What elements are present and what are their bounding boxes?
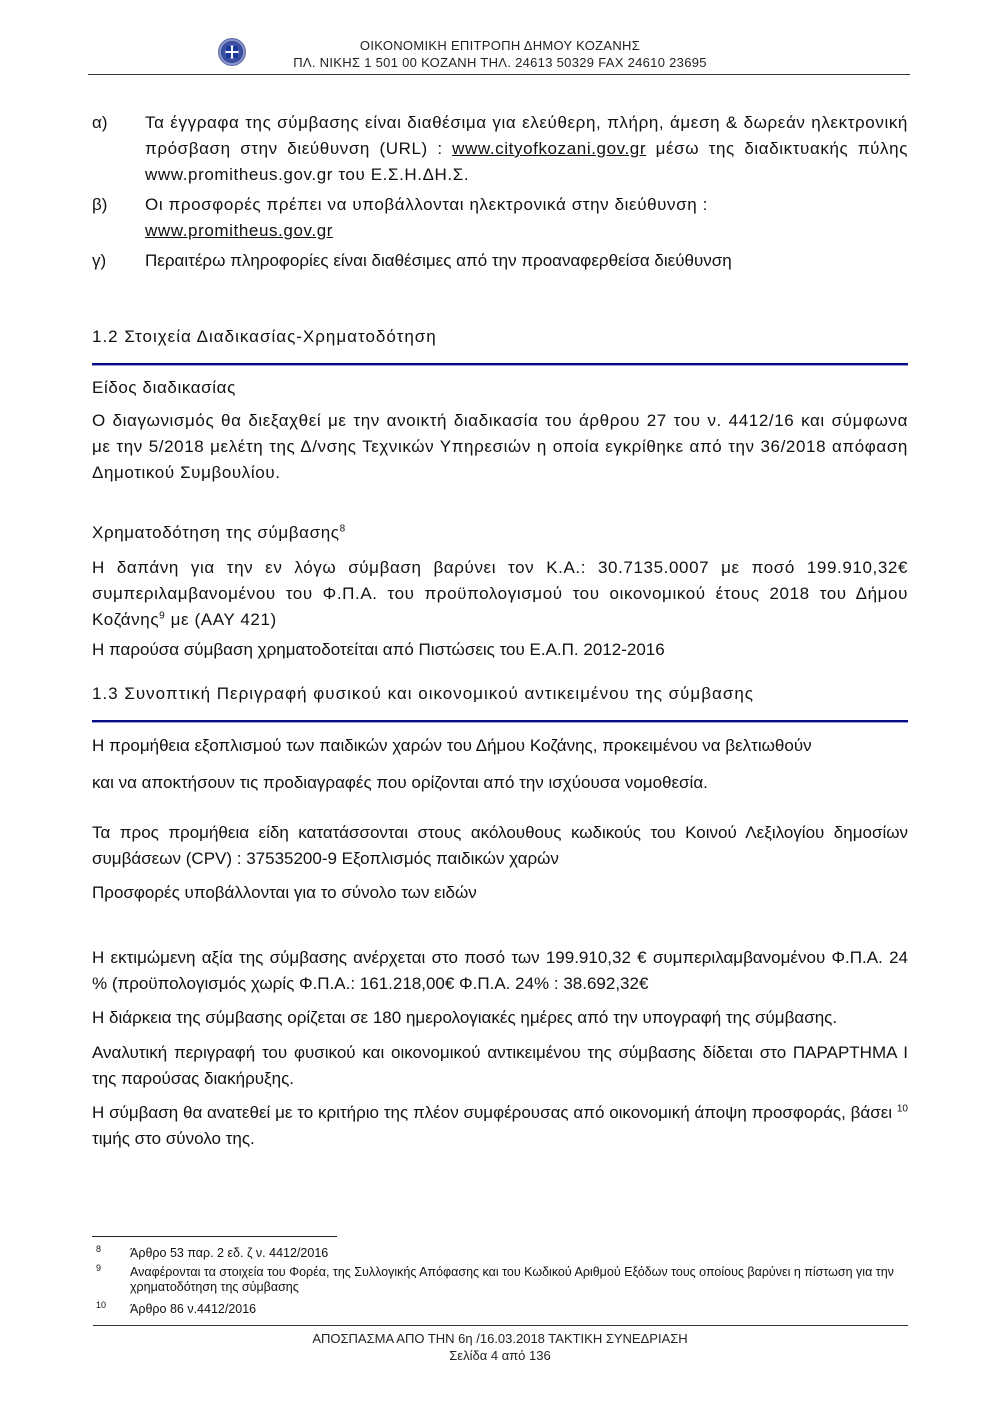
funding-subheading [92,520,908,546]
section-divider [92,720,908,722]
footnote-number: 9 [96,1263,102,1273]
award-text-tail: τιμής στο σύνολο της. [92,1129,255,1148]
section-heading-1-2: 1.2 Στοιχεία Διαδικασίας-Χρηματοδότηση [92,327,437,346]
footnote-9 [92,1265,908,1295]
procurement-line-2: και να αποκτήσουν τις προδιαγραφές που ορίζονται από την ισχύουσα νομοθεσία. [92,773,708,792]
list-text: Τα έγγραφα της σύμβασης είναι διαθέσιμα για ελεύθερη, πλήρη, άμεση & δωρεάν ηλεκτρονική πρόσβαση στην διεύθυνση (URL) : [145,113,908,158]
list-item-alpha [92,110,908,188]
footnote-text: Άρθρο 86 ν.4412/2016 [130,1302,257,1316]
list-item-beta [92,192,908,244]
footnote-ref[interactable]: 9 [159,610,166,622]
cityofkozani-link[interactable]: www.cityofkozani.gov.gr [452,139,647,158]
funding-text: Η δαπάνη για την εν λόγω σύμβαση βαρύνει τον Κ.Α.: 30.7135.0007 με ποσό 199.910,32€ συμπεριλαμβανομένου του Φ.Π.Α. του προϋπολογισμού του οικονομικού έτους 2018 του Δήμου Κοζάνης [92,558,908,629]
promitheus-link[interactable]: www.promitheus.gov.gr [145,221,334,240]
section-heading-1-3: 1.3 Συνοπτική Περιγραφή φυσικού και οικονομικού αντικειμένου της σύμβασης [92,684,754,703]
list-text: Οι προσφορές πρέπει να υποβάλλονται ηλεκτρονικά στην διεύθυνση : [145,195,708,214]
footnote-8 [92,1246,908,1261]
funding-source-paragraph: Η παρούσα σύμβαση χρηματοδοτείται από Πιστώσεις του Ε.Α.Π. 2012-2016 [92,640,665,659]
offers-paragraph: Προσφορές υποβάλλονται για το σύνολο των ειδών [92,883,477,902]
procedure-paragraph: Ο διαγωνισμός θα διεξαχθεί με την ανοικτή διαδικασία του άρθρου 27 του ν. 4412/16 και σύμφωνα με την 5/2018 μελέτη της Δ/νσης Τεχνικών Υπηρεσιών η οποία εγκρίθηκε από την 36/2018 απόφαση Δημοτικού Συμβουλίου. [92,411,908,482]
funding-text-tail: με (ΑΑΥ 421) [165,610,277,629]
footnote-text: Αναφέρονται τα στοιχεία του Φορέα, της Συλλογικής Απόφασης και του Κωδικού Αριθμού Εξόδων τους οποίους βαρύνει η πίστωση για την χρηματοδότηση της σύμβασης [130,1265,894,1294]
page-number: Σελίδα 4 από 136 [449,1348,551,1363]
list-marker: γ) [92,251,107,270]
footer-divider [93,1325,908,1326]
list-text: Περαιτέρω πληροφορίες είναι διαθέσιμες από την προαναφερθείσα διεύθυνση [145,251,732,270]
award-text: Η σύμβαση θα ανατεθεί με το κριτήριο της πλέον συμφέρουσας από οικονομική άποψη προσφοράς, βάσει [92,1103,893,1122]
duration-paragraph: Η διάρκεια της σύμβασης ορίζεται σε 180 ημερολογιακές ημέρες από την υπογραφή της σύμβασης. [92,1008,838,1027]
list-marker: β) [92,195,108,214]
footnote-separator [92,1236,337,1237]
cpv-paragraph: Τα προς προμήθεια είδη κατατάσσονται στους ακόλουθους κωδικούς του Κοινού Λεξιλογίου δημοσίων συμβάσεων (CPV) : 37535200-9 Εξοπλισμός παιδικών χαρών [92,823,908,868]
header-address: ΠΛ. ΝΙΚΗΣ 1 501 00 ΚΟΖΑΝΗ ΤΗΛ. 24613 50329 FAX 24610 23695 [293,55,707,70]
header-organization: ΟΙΚΟΝΟΜΙΚΗ ΕΠΙΤΡΟΠΗ ΔΗΜΟΥ ΚΟΖΑΝΗΣ [359,38,641,53]
footnote-ref[interactable]: 10 [896,1103,908,1115]
footnote-10 [92,1302,908,1317]
footnote-ref[interactable]: 8 [339,523,346,535]
award-criterion-paragraph [92,1100,908,1152]
funding-subheading-text: Χρηματοδότηση της σύμβασης [92,523,340,542]
procurement-line-1: Η προμήθεια εξοπλισμού των παιδικών χαρών του Δήμου Κοζάνης, προκειμένου να βελτιωθούν [92,736,812,755]
list-text: μέσω της διαδικτυακής πύλης www.promitheus.gov.gr του Ε.Σ.Η.ΔΗ.Σ. [145,139,908,184]
estimated-value-paragraph: Η εκτιμώμενη αξία της σύμβασης ανέρχεται στο ποσό των 199.910,32 € συμπεριλαμβανομένου Φ.Π.Α. 24 % (προϋπολογισμός χωρίς Φ.Π.Α.: 161.218,00€ Φ.Π.Α. 24% : 38.692,32€ [92,948,908,993]
procedure-subheading: Είδος διαδικασίας [92,378,236,397]
header-divider [88,74,910,75]
footnote-number: 10 [96,1300,107,1310]
footer-excerpt-label: ΑΠΟΣΠΑΣΜΑ ΑΠΟ ΤΗΝ 6η /16.03.2018 ΤΑΚΤΙΚΗ ΣΥΝΕΔΡΙΑΣΗ [312,1331,688,1346]
footnote-number: 8 [96,1244,102,1254]
footnote-text: Άρθρο 53 παρ. 2 εδ. ζ ν. 4412/2016 [130,1246,329,1260]
funding-paragraph [92,555,908,633]
list-marker: α) [92,113,108,132]
section-divider [92,363,908,365]
annex-paragraph: Αναλυτική περιγραφή του φυσικού και οικονομικού αντικειμένου της σύμβασης δίδεται στο ΠΑΡΑΡΤΗΜΑ Ι της παρούσας διακήρυξης. [92,1043,908,1088]
list-item-gamma [92,248,908,274]
